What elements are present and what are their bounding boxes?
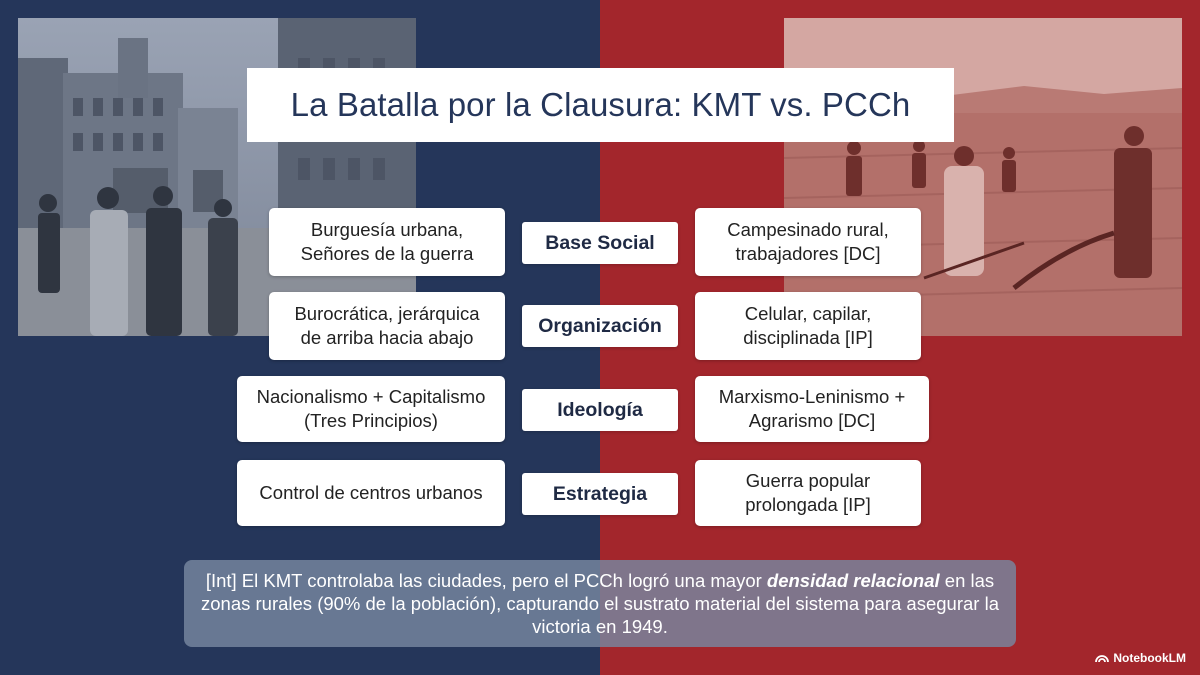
pcch-organizacion-card: [695, 292, 921, 360]
kmt-ideologia-card: [237, 376, 505, 442]
base-social-label: Base Social: [522, 222, 678, 264]
kmt-ideologia-text: Nacionalismo + Capitalismo (Tres Principios): [256, 386, 486, 431]
pcch-base-social-text: Campesinado rural, trabajadores [DC]: [727, 219, 889, 264]
slide-title: La Batalla por la Clausura: KMT vs. PCCh: [290, 86, 911, 123]
conclusion-text: [184, 569, 1016, 638]
estrategia-label: Estrategia: [522, 473, 678, 515]
pcch-estrategia-text: Guerra popular prolongada [IP]: [745, 470, 871, 515]
pcch-estrategia-card: [695, 460, 921, 526]
organizacion-label: Organización: [522, 305, 678, 347]
note-text-before: [Int] El KMT controlaba las ciudades, pero el PCCh logró una mayor: [205, 570, 767, 591]
pcch-ideologia-text: Marxismo-Leninismo + Agrarismo [DC]: [718, 386, 906, 431]
ideologia-label: Ideología: [522, 389, 678, 431]
note-emphasis: densidad relacional: [766, 570, 940, 591]
note-text-after: en las zonas rurales (90% de la población), capturando el sustrato material del sistema para asegurar la victoria en 1949.: [201, 570, 999, 637]
rural-field-photo: [784, 18, 1182, 336]
kmt-organizacion-text: Burocrática, jerárquica de arriba hacia abajo: [294, 303, 480, 348]
kmt-base-social-card: [269, 208, 505, 276]
kmt-estrategia-card: [237, 460, 505, 526]
pcch-ideologia-card: [695, 376, 929, 442]
pcch-base-social-card: [695, 208, 921, 276]
urban-street-photo: [18, 18, 416, 336]
kmt-base-social-text: Burguesía urbana, Señores de la guerra: [300, 219, 474, 264]
kmt-estrategia-text: Control de centros urbanos: [259, 482, 483, 503]
pcch-organizacion-text: Celular, capilar, disciplinada [IP]: [743, 303, 873, 348]
notebooklm-brand: [1095, 651, 1186, 665]
kmt-organizacion-card: [269, 292, 505, 360]
conclusion-note: [184, 560, 1016, 647]
notebooklm-logo-icon: [1095, 653, 1109, 663]
brand-name: NotebookLM: [1113, 651, 1186, 665]
title-box: [247, 68, 954, 142]
